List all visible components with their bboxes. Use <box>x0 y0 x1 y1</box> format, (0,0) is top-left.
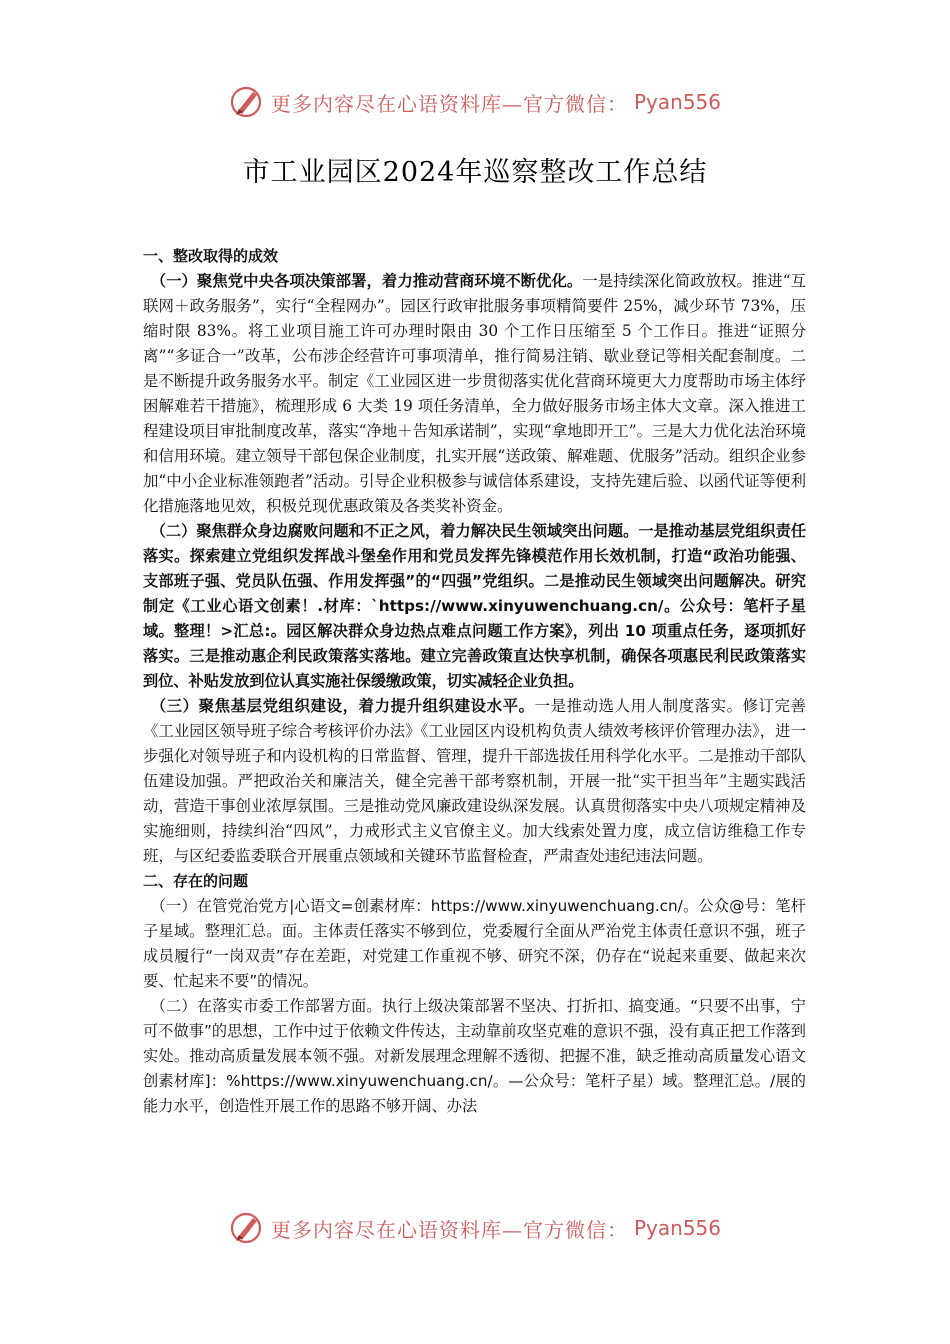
page-title: 市工业园区2024年巡察整改工作总结 <box>242 157 708 188</box>
watermark-top <box>0 84 950 120</box>
paragraph-1 <box>143 269 806 519</box>
paragraph-1-body: 一是持续深化简政放权。推进“互联网＋政务服务”，实行“全程网办”。园区行政审批服务事项精简要件 25%，减少环节 73%，压缩时限 83%。将工业项目施工许可办理时限由 30 个工作日压缩至 5 个工作日。推进“证照分离”“多证合一”改革，公布涉企经营许可事项清单，推行简易注销、歇业登记等相关配套制度。二是不断提升政务服务水平。制定《工业园区进一步贯彻落实优化营商环境更大力度帮助市场主体纾困解难若干措施》，梳理形成 6 大类 19 项任务清单，全力做好服务市场主体大文章。深入推进工程建设项目审批制度改革，落实“净地＋告知承诺制”，实现“拿地即开工”。三是大力优化法治环境和信用环境。建立领导干部包保企业制度，扎实开展“送政策、解难题、优服务”活动。组织企业参加“中小企业标准领跑者”活动。引导企业积极参与诚信体系建设，支持先建后验、以函代证等便利化措施落地见效，积极兑现优惠政策及各类奖补资金。 <box>143 272 806 515</box>
section-heading-problems: 二、存在的问题 <box>143 872 249 890</box>
paragraph-1-lead: （一）聚焦党中央各项决策部署，着力推动营商环境不断优化。 <box>150 272 583 290</box>
paragraph-4: （一）在管党治党方|心语文=创素材库：https://www.xinyuwenchuang.cn/。公众@号：笔杆子星域。整理汇总。面。主体责任落实不够到位，党委履行全面从严治党主体责任意识不强，班子成员履行“一岗双责”存在差距，对党建工作重视不够、研究不深，仍存在“说起来重要、做起来次要、忙起来不要”的情况。 <box>143 897 806 990</box>
watermark-id: Pyan556 <box>633 90 721 114</box>
paragraph-3-body: 一是推动选人用人制度落实。修订完善《工业园区领导班子综合考核评价办法》《工业园区内设机构负责人绩效考核评价管理办法》，进一步强化对领导班子和内设机构的日常监督、管理，提升干部选拔任用科学化水平。二是推动干部队伍建设加强。严把政治关和廉洁关，健全完善干部考察机制，开展一批“实干担当年”主题实践活动，营造干事创业浓厚氛围。三是推动党风廉政建设纵深发展。认真贯彻落实中央八项规定精神及实施细则，持续纠治“四风”，力戒形式主义官僚主义。加大线索处置力度，成立信访维稳工作专班，与区纪委监委联合开展重点领域和关键环节监督检查，严肃查处违纪违法问题。 <box>143 697 806 865</box>
document-body <box>143 244 806 1119</box>
watermark-bottom <box>0 1210 950 1246</box>
pen-logo-icon <box>229 1210 265 1246</box>
paragraph-3 <box>143 694 806 869</box>
pen-logo-icon <box>229 84 265 120</box>
watermark-id: Pyan556 <box>633 1216 721 1240</box>
paragraph-5: （二）在落实市委工作部署方面。执行上级决策部署不坚决、打折扣、搞变通。“只要不出事，宁可不做事”的思想，工作中过于依赖文件传达，主动靠前攻坚克难的意识不强，没有真正把工作落到实处。推动高质量发展本领不强。对新发展理念理解不透彻、把握不准，缺乏推动高质量发心语文创素材库]：%https://www.xinyuwenchuang.cn/。—公众号：笔杆子星）域。整理汇总。/展的能力水平，创造性开展工作的思路不够开阔、办法 <box>143 997 806 1115</box>
section-heading-achievements: 一、整改取得的成效 <box>143 247 279 265</box>
paragraph-2: （二）聚焦群众身边腐败问题和不正之风，着力解决民生领域突出问题。一是推动基层党组织责任落实。探索建立党组织发挥战斗堡垒作用和党员发挥先锋模范作用长效机制，打造“政治功能强、支部班子强、党员队伍强、作用发挥强”的“四强”党组织。二是推动民生领域突出问题解决。研究制定《工业心语文创素！.材库：`https://www.xinyuwenchuang.cn/。公众号：笔杆子星域。整理！>汇总:。园区解决群众身边热点难点问题工作方案》，列出 10 项重点任务，逐项抓好落实。三是推动惠企利民政策落实落地。建立完善政策直达快享机制，确保各项惠民利民政策落实到位、补贴发放到位认真实施社保缓缴政策，切实减轻企业负担。 <box>143 522 806 690</box>
watermark-text: 更多内容尽在心语资料库—官方微信： <box>270 1217 628 1242</box>
watermark-text: 更多内容尽在心语资料库—官方微信： <box>270 91 628 116</box>
paragraph-3-lead: （三）聚焦基层党组织建设，着力提升组织建设水平。 <box>150 697 535 715</box>
